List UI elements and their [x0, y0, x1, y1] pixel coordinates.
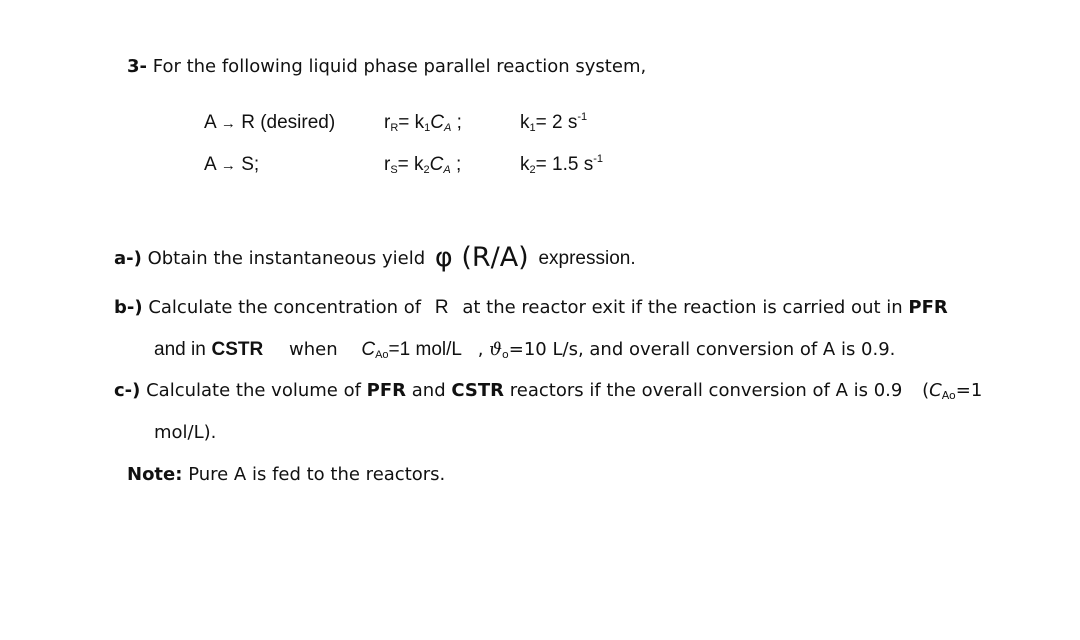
rate-end: ; [451, 112, 462, 133]
comma: , [477, 339, 484, 360]
k-symbol: k [520, 154, 530, 175]
part-a [114, 244, 636, 273]
flow-symbol: ϑ [489, 339, 503, 360]
rate-end: ; [450, 154, 462, 175]
pfr-label: PFR [366, 380, 407, 401]
volumetric-flow [489, 339, 584, 360]
k-subscript: 1 [529, 122, 536, 134]
part-b-and-in: and in [154, 339, 206, 360]
rate-equals: = k [398, 112, 425, 133]
pfr-label: PFR [908, 297, 948, 318]
rate-expression [384, 154, 461, 176]
cstr-label: CSTR [451, 380, 505, 401]
feed-concentration [361, 339, 462, 360]
rate-subscript: R [390, 122, 399, 134]
problem-intro: For the following liquid phase parallel reaction system, [152, 56, 647, 77]
k-subscript: 1 [424, 122, 431, 134]
yield-symbol: φ (R/A) [434, 242, 529, 273]
part-b-end: and overall conversion of A is 0.9. [589, 339, 896, 360]
reactant: A [204, 154, 216, 175]
conc-subscript: Ao [941, 389, 956, 402]
conc-value: =1 [955, 380, 983, 401]
conc-symbol: C [430, 112, 445, 133]
part-c-feed [922, 380, 982, 401]
flow-value: =10 L/s, [508, 339, 584, 360]
part-c-line-1 [114, 380, 982, 402]
product: S; [241, 154, 260, 175]
problem-number: 3- [127, 56, 147, 77]
rate-constant [520, 154, 603, 176]
rate-constant [520, 112, 587, 134]
part-b-line-2 [154, 339, 895, 361]
note-label: Note: [127, 464, 183, 485]
rate-symbol: r [384, 112, 391, 133]
product: R (desired) [241, 112, 336, 133]
conc-subscript: A [443, 164, 451, 176]
part-b-label: b-) [114, 297, 143, 318]
conc-value: =1 mol/L [388, 339, 462, 360]
k-subscript: 2 [423, 164, 430, 176]
part-a-text-after: expression. [538, 248, 636, 269]
part-c-unit: mol/L). [154, 422, 217, 443]
part-a-label: a-) [114, 248, 142, 269]
conc-subscript: A [444, 122, 452, 134]
part-b-text: Calculate the concentration of [148, 297, 422, 318]
k-value: = 1.5 s [535, 154, 594, 175]
species-r: R [434, 297, 449, 318]
conc-symbol: C [429, 154, 444, 175]
k-exponent: -1 [577, 111, 588, 123]
rate-equals: = k [397, 154, 424, 175]
conc-symbol: C [361, 339, 376, 360]
part-c-line-2 [154, 422, 216, 444]
part-c-text-after: reactors if the overall conversion of A is 0.9 [509, 380, 903, 401]
part-c-and: and [411, 380, 446, 401]
rate-subscript: S [390, 164, 398, 176]
problem-heading [127, 56, 646, 78]
cstr-label: CSTR [211, 339, 264, 360]
k-value: = 2 s [535, 112, 578, 133]
k-subscript: 2 [529, 164, 536, 176]
part-b-line-1 [114, 297, 948, 319]
note [127, 464, 445, 486]
k-symbol: k [520, 112, 530, 133]
reaction-equation [204, 154, 259, 177]
rate-expression [384, 112, 462, 134]
reactant: A [204, 112, 216, 133]
arrow-icon: → [220, 115, 236, 132]
flow-subscript: o [502, 348, 509, 361]
part-c-label: c-) [114, 380, 141, 401]
part-c-text: Calculate the volume of [146, 380, 361, 401]
part-a-text: Obtain the instantaneous yield [147, 248, 426, 269]
rate-symbol: r [384, 154, 391, 175]
paren-open: ( [922, 380, 930, 401]
arrow-icon: → [220, 157, 236, 174]
k-exponent: -1 [593, 153, 603, 165]
part-b-when: when [288, 339, 338, 360]
conc-subscript: Ao [375, 349, 389, 361]
part-b-text-mid: at the reactor exit if the reaction is carried out in [462, 297, 903, 318]
reaction-equation [204, 112, 335, 135]
conc-symbol: C [929, 380, 942, 401]
note-text: Pure A is fed to the reactors. [188, 464, 446, 485]
